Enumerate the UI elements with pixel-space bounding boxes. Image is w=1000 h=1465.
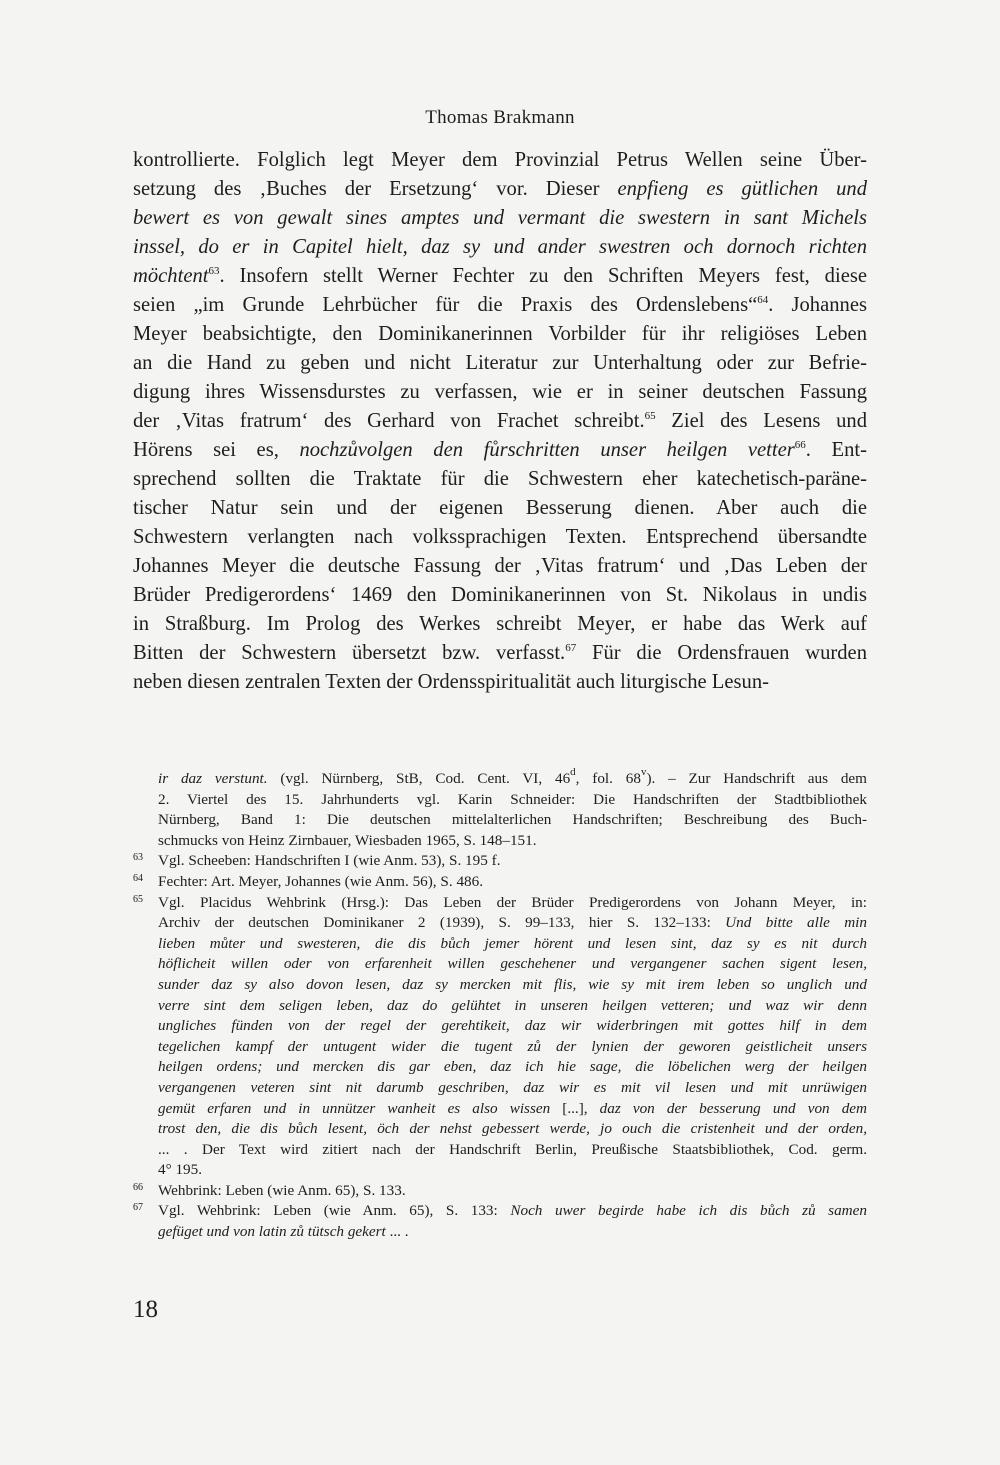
text-line — [133, 552, 867, 581]
text-run: ungliches fünden von der regel der gerehtikeit, daz wir widerbringen mit gottes hilf in dem — [158, 1017, 867, 1035]
text-line — [133, 668, 867, 697]
text-run: ... . — [385, 1223, 409, 1241]
text-line — [133, 436, 867, 465]
text-line — [133, 320, 867, 349]
footnote-ref: 66 — [794, 439, 806, 451]
text-run: lieben můter und swesteren, die dis bůch jemer hörent und lesen sint, daz sy es nit durch — [158, 934, 867, 952]
text-run: [...], — [550, 1099, 600, 1117]
text-line — [158, 790, 867, 811]
text-line — [133, 204, 867, 233]
text-run: ). – Zur Handschrift aus dem — [646, 770, 867, 787]
text-line — [133, 349, 867, 378]
text-run: Vgl. Scheeben: Handschriften I (wie Anm. 53), S. 195 f. — [158, 852, 501, 870]
footnote-number: 63 — [133, 852, 143, 864]
text-line — [133, 494, 867, 523]
text-run: (vgl. Nürnberg, StB, Cod. Cent. VI, 46 — [267, 770, 571, 787]
text-run: verre sint dem seligen leben, daz do gelühtet in unseren heilgen vetteren; und waz wir denn — [158, 996, 867, 1014]
text-run: 4° 195. — [158, 1161, 203, 1179]
footnote — [133, 893, 867, 1181]
footnote — [133, 1201, 867, 1242]
text-run: Archiv der deutschen Dominikaner 2 (1939), S. 99–133, hier S. 132–133: — [158, 914, 726, 932]
text-run: Hörens sei es, — [133, 439, 300, 461]
text-line — [158, 1119, 867, 1140]
text-run: sprechend sollten die Traktate für die Schwestern eher katechetisch-paräne- — [133, 468, 867, 490]
text-run: daz von der besserung und von dem — [599, 1099, 868, 1117]
text-run: kontrollierte. Folglich legt Meyer dem Provinzial Petrus Wellen seine Über- — [133, 149, 867, 171]
text-line — [158, 1016, 867, 1037]
footnote — [133, 851, 867, 872]
text-run: Johannes Meyer die deutsche Fassung der ‚Vitas fratrum‘ und ‚Das Leben der — [133, 555, 867, 577]
text-line — [158, 934, 867, 955]
text-line — [158, 1099, 867, 1120]
text-run: Bitten der Schwestern übersetzt bzw. verfasst. — [133, 642, 566, 664]
text-run: . Insofern stellt Werner Fechter zu den Schriften Meyers fest, diese — [219, 265, 867, 287]
footnote-ref: 63 — [208, 265, 220, 277]
text-line — [158, 954, 867, 975]
text-run: sunder daz sy also dovon lesen, daz sy mercken mit flis, wie sy mit irem leben so unglich und — [158, 975, 867, 993]
text-run: ir daz verstunt. — [158, 770, 268, 787]
text-line — [133, 175, 867, 204]
text-run: seien „im Grunde Lehrbücher für die Praxis des Ordenslebens“ — [133, 294, 758, 316]
footnote-ref: 64 — [757, 294, 769, 306]
text-run: Für die Ordensfrauen wurden — [576, 642, 867, 664]
text-line — [158, 1201, 867, 1222]
text-run: ... . Der Text wird zitiert nach der Handschrift Berlin, Preußische Staatsbibliothek, Cod. germ. — [158, 1140, 867, 1158]
text-line — [158, 766, 867, 790]
text-line — [158, 1222, 867, 1243]
text-run: möchtent — [133, 265, 209, 287]
text-run: Wehbrink: Leben (wie Anm. 65), S. 133. — [158, 1181, 406, 1199]
text-line — [158, 913, 867, 934]
text-run: enpfieng es gütlichen und — [617, 178, 867, 200]
text-run: setzung des ‚Buches der Ersetzung‘ vor. Dieser — [133, 178, 618, 200]
text-line — [133, 378, 867, 407]
text-line — [158, 831, 867, 852]
text-line — [133, 262, 867, 291]
text-line — [133, 523, 867, 552]
text-run: gefüget und von latin zů tütsch gekert — [158, 1223, 386, 1241]
text-run: tegelichen kampf der untugent wider die tugent zů der lynien der geworen geistlicheit unsers — [158, 1037, 867, 1055]
text-run: Noch uwer begirde habe ich dis bůch zů samen — [510, 1202, 867, 1220]
footnote-ref: 67 — [565, 642, 577, 654]
text-run: heilgen ordens; und mercken dis gar eben, daz ich hie sage, die löbelichen werg der heilgen — [158, 1058, 867, 1076]
text-run: der ‚Vitas fratrum‘ des Gerhard von Frachet schreibt. — [133, 410, 645, 432]
text-run: schmucks von Heinz Zirnbauer, Wiesbaden 1965, S. 148–151. — [158, 831, 537, 849]
text-line — [158, 996, 867, 1017]
text-line — [133, 610, 867, 639]
text-run: an die Hand zu geben und nicht Literatur zur Unterhaltung oder zur Befrie- — [133, 352, 867, 374]
footnote-number: 65 — [133, 893, 143, 905]
text-line — [158, 1140, 867, 1161]
footnote — [133, 872, 867, 893]
text-run: neben diesen zentralen Texten der Ordensspiritualität auch liturgische Lesun- — [133, 671, 769, 693]
text-line — [133, 581, 867, 610]
footnote-number: 67 — [133, 1202, 143, 1214]
text-run: . Johannes — [768, 294, 867, 316]
text-line — [133, 407, 867, 436]
text-line — [133, 639, 867, 668]
text-run: gemüt erfaren und in unnützer wanheit es also wissen — [158, 1099, 551, 1117]
text-run: tischer Natur sein und der eigenen Besserung dienen. Aber auch die — [133, 497, 867, 519]
text-run: , fol. 68 — [575, 770, 641, 787]
running-head: Thomas Brakmann — [425, 107, 575, 128]
footnote-ref: 65 — [644, 410, 656, 422]
text-line — [158, 851, 867, 872]
footnote-ref: v — [640, 766, 647, 778]
text-line — [133, 146, 867, 175]
text-run: inssel, do er in Capitel hielt, daz sy und ander swestren och dornoch richten — [133, 236, 867, 258]
text-line — [158, 975, 867, 996]
text-run: Und bitte alle min — [725, 914, 867, 932]
text-run: Schwestern verlangten nach volkssprachigen Texten. Entsprechend übersandte — [133, 526, 867, 548]
text-line — [158, 1078, 867, 1099]
footnote-number: 64 — [133, 872, 143, 884]
text-run: in Straßburg. Im Prolog des Werkes schreibt Meyer, er habe das Werk auf — [133, 613, 867, 635]
text-run: bewert es von gewalt sines amptes und vermant die swestern in sant Michels — [133, 207, 867, 229]
text-run: Nürnberg, Band 1: Die deutschen mittelalterlichen Handschriften; Beschreibung des Buch- — [158, 811, 867, 829]
text-line — [158, 1057, 867, 1078]
text-line — [158, 1181, 867, 1202]
text-run: Vgl. Placidus Wehbrink (Hrsg.): Das Leben der Brüder Predigerordens von Johann Meyer, in: — [158, 893, 867, 911]
footnote-ref: d — [570, 766, 576, 778]
text-run: Meyer beabsichtigte, den Dominikanerinnen Vorbilder für ihr religiöses Leben — [133, 323, 867, 345]
text-run: trost den, die dis bůch lesent, öch der nehst gebessert werde, jo ouch die cristenheit und der orden, — [158, 1120, 867, 1138]
text-line — [133, 291, 867, 320]
text-run: . Ent- — [805, 439, 867, 461]
footnote — [133, 766, 867, 851]
main-text-block — [133, 146, 867, 697]
footnotes-block — [133, 766, 868, 1243]
text-run: höflicheit willen oder von erfarenheit willen geschehener und vergangener sachen sigent lesen, — [158, 955, 867, 973]
text-run: Brüder Predigerordens‘ 1469 den Dominikanerinnen von St. Nikolaus in undis — [133, 584, 867, 606]
footnote — [133, 1181, 867, 1202]
text-line — [158, 810, 867, 831]
page-number: 18 — [133, 1296, 158, 1323]
text-run: Fechter: Art. Meyer, Johannes (wie Anm. 56), S. 486. — [158, 872, 484, 890]
text-run: Vgl. Wehbrink: Leben (wie Anm. 65), S. 133: — [158, 1202, 511, 1220]
text-line — [158, 1160, 867, 1181]
text-line — [133, 465, 867, 494]
text-run: 2. Viertel des 15. Jahrhunderts vgl. Karin Schneider: Die Handschriften der Stadtbibliothek — [158, 790, 867, 808]
text-run: Ziel des Lesens und — [655, 410, 867, 432]
text-run: digung ihres Wissensdurstes zu verfassen, wie er in seiner deutschen Fassung — [133, 381, 867, 403]
text-line — [133, 233, 867, 262]
text-run: nochzůvolgen den fůrschritten unser heilgen vetter — [299, 439, 795, 461]
text-line — [158, 1037, 867, 1058]
footnote-number: 66 — [133, 1181, 143, 1193]
text-line — [158, 893, 867, 914]
text-line — [158, 872, 867, 893]
text-run: vergangenen veteren sint nit darumb geschriben, daz wir es mit vil lesen und mit unrüwigen — [158, 1078, 867, 1096]
